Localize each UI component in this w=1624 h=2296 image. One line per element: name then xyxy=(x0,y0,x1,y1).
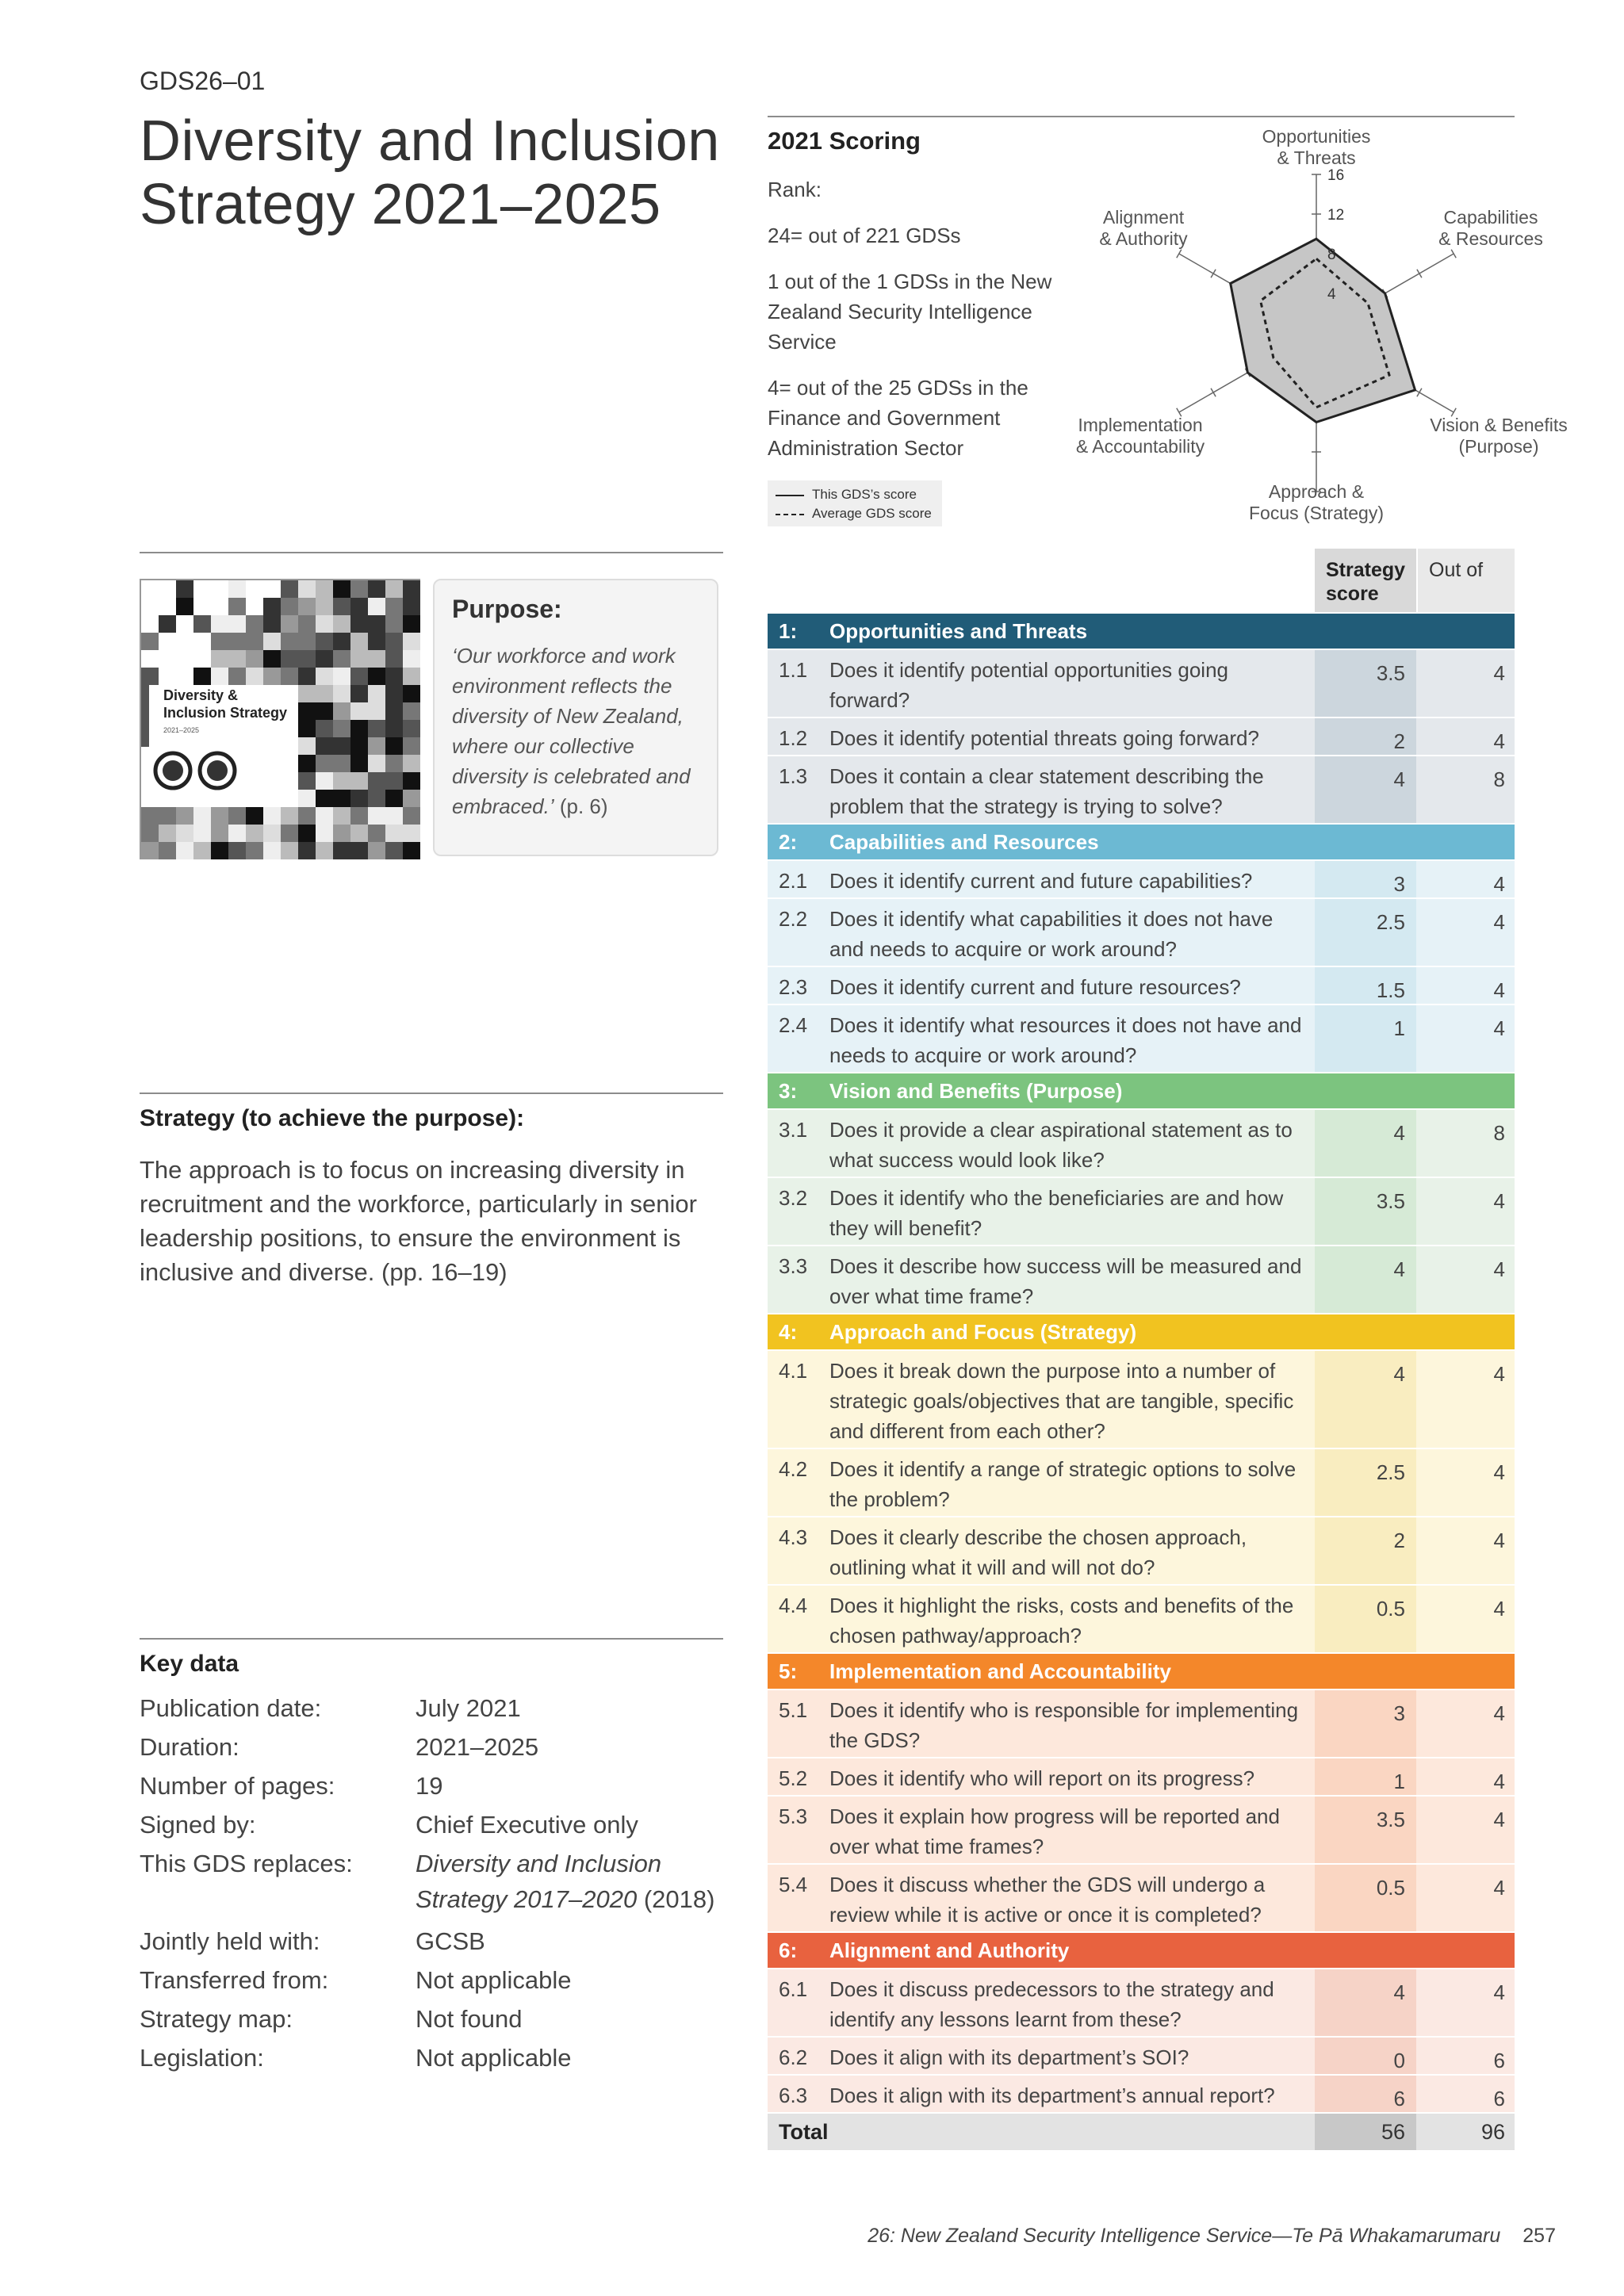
cover-years: 2021–2025 xyxy=(163,726,200,734)
section-title: Implementation and Accountability xyxy=(829,1659,1171,1683)
key-data-label: Publication date: xyxy=(140,1694,322,1722)
key-data-label: Strategy map: xyxy=(140,2005,293,2033)
seal-icon-1 xyxy=(155,753,190,788)
section-number: 2: xyxy=(779,830,798,854)
key-data-value: 2021–2025 xyxy=(416,1733,539,1761)
out-of-cell: 4 xyxy=(1493,661,1505,685)
scoring-heading: 2021 Scoring xyxy=(768,127,921,155)
radar-axis-label: & Threats xyxy=(1277,147,1356,168)
table-row xyxy=(768,1449,1515,1516)
question-text: Does it identify current and future capabilities? xyxy=(829,869,1253,893)
key-data-value: July 2021 xyxy=(416,1694,521,1722)
question-text: Does it contain a clear statement describing the problem that the strategy is trying to solve? xyxy=(829,764,1264,818)
table-row xyxy=(768,1351,1515,1448)
out-of-cell: 4 xyxy=(1493,1980,1505,2004)
table-body xyxy=(768,614,1515,2112)
question-number: 3.3 xyxy=(779,1254,808,1278)
table-row xyxy=(768,718,1515,755)
table-row xyxy=(768,967,1515,1004)
question-text: Does it discuss predecessors to the strategy and identify any lessons learnt from these? xyxy=(829,1977,1274,2031)
column-header-out-of: Out of xyxy=(1418,549,1515,612)
rank-label: Rank: xyxy=(768,178,822,201)
radar-axis-label: Focus (Strategy) xyxy=(1249,503,1384,523)
radar-axis-label: (Purpose) xyxy=(1458,436,1539,457)
purpose-divider xyxy=(140,552,723,553)
strategy-score-cell: 2 xyxy=(1315,718,1416,755)
strategy-score-cell: 3.5 xyxy=(1315,650,1416,717)
radar-tick-label: 8 xyxy=(1327,247,1336,263)
strategy-score-cell: 4 xyxy=(1315,1110,1416,1177)
strategy-score-cell: 2 xyxy=(1315,1517,1416,1584)
question-number: 4.4 xyxy=(779,1594,808,1617)
page-title xyxy=(140,109,742,236)
key-data-row xyxy=(140,1689,742,1728)
section-header xyxy=(768,825,1515,859)
section-title: Vision and Benefits (Purpose) xyxy=(829,1079,1123,1103)
rank-sector: 4= out of the 25 GDSs in the Finance and Government Administration Sector xyxy=(768,376,1028,460)
question-text: Does it identify what capabilities it does not have and needs to acquire or work around? xyxy=(829,907,1274,961)
this-gds-score-polygon xyxy=(1231,239,1415,422)
table-row xyxy=(768,1690,1515,1757)
question-text: Does it clearly describe the chosen approach, outlining what it will and will not do? xyxy=(829,1525,1247,1579)
key-data-label: Duration: xyxy=(140,1733,239,1761)
key-data-label: Transferred from: xyxy=(140,1966,329,1994)
key-data-row xyxy=(140,1728,742,1766)
out-of-cell: 4 xyxy=(1493,1257,1505,1281)
solid-line-icon xyxy=(776,495,804,496)
strategy-heading: Strategy (to achieve the purpose): xyxy=(140,1105,525,1131)
question-text: Does it identify who the beneficiaries are and how they will benefit? xyxy=(829,1186,1284,1240)
key-data-label: This GDS replaces: xyxy=(140,1850,353,1877)
out-of-cell: 4 xyxy=(1493,1701,1505,1725)
table-row xyxy=(768,650,1515,717)
table-row xyxy=(768,1110,1515,1177)
question-number: 6.3 xyxy=(779,2084,808,2107)
question-text: Does it identify what resources it does not have and needs to acquire or work around? xyxy=(829,1013,1302,1067)
out-of-cell: 6 xyxy=(1493,2049,1505,2072)
table-row xyxy=(768,1517,1515,1584)
question-text: Does it identify who is responsible for implementing the GDS? xyxy=(829,1698,1299,1752)
section-title: Opportunities and Threats xyxy=(829,619,1088,643)
key-data-row xyxy=(140,2038,742,2077)
key-data-label: Signed by: xyxy=(140,1811,256,1839)
out-of-cell: 4 xyxy=(1493,978,1505,1002)
question-text: Does it identify potential threats going forward? xyxy=(829,726,1259,750)
table-row xyxy=(768,1969,1515,2036)
section-title: Capabilities and Resources xyxy=(829,830,1099,854)
scoring-divider xyxy=(768,116,1515,117)
table-row xyxy=(768,1865,1515,1931)
strategy-cover-image xyxy=(140,579,420,859)
radar-tick-label: 16 xyxy=(1327,167,1345,184)
radar-axis-label: Vision & Benefits xyxy=(1430,415,1568,435)
strategy-score-cell: 3.5 xyxy=(1315,1797,1416,1863)
strategy-score-cell: 4 xyxy=(1315,1246,1416,1313)
question-number: 2.3 xyxy=(779,975,808,999)
table-row xyxy=(768,2038,1515,2074)
key-data-heading: Key data xyxy=(140,1651,239,1677)
section-number: 6: xyxy=(779,1938,798,1962)
strategy-score-cell: 4 xyxy=(1315,756,1416,823)
question-number: 5.1 xyxy=(779,1698,808,1722)
document-code: GDS26–01 xyxy=(140,67,266,95)
page-footer xyxy=(868,2225,1556,2248)
table-row xyxy=(768,1758,1515,1795)
out-of-cell: 4 xyxy=(1493,729,1505,753)
out-of-cell: 4 xyxy=(1493,1529,1505,1552)
key-data-list xyxy=(140,1689,742,2077)
section-number: 1: xyxy=(779,619,798,643)
radar-tick-mark xyxy=(1417,270,1422,277)
strategy-score-cell: 0.5 xyxy=(1315,1865,1416,1931)
section-title: Alignment and Authority xyxy=(829,1938,1070,1962)
total-row xyxy=(768,2114,1515,2150)
key-data-row xyxy=(140,1999,742,2038)
strategy-score-cell: 2.5 xyxy=(1315,1449,1416,1516)
table-row xyxy=(768,1586,1515,1652)
out-of-cell: 4 xyxy=(1493,1362,1505,1386)
key-data-value: GCSB xyxy=(416,1927,485,1955)
strategy-divider xyxy=(140,1093,723,1094)
footer-text: 26: New Zealand Security Intelligence Service—Te Pā Whakamarumaru xyxy=(868,2225,1501,2247)
question-number: 3.2 xyxy=(779,1186,808,1210)
radar-tick-label: 4 xyxy=(1327,286,1336,303)
question-number: 4.3 xyxy=(779,1525,808,1549)
section-number: 4: xyxy=(779,1320,798,1344)
radar-legend xyxy=(768,480,942,526)
radar-tick-mark xyxy=(1417,388,1422,396)
key-data-row xyxy=(140,1922,742,1961)
question-number: 4.1 xyxy=(779,1359,808,1383)
out-of-cell: 4 xyxy=(1493,1876,1505,1900)
out-of-cell: 4 xyxy=(1493,872,1505,896)
table-row xyxy=(768,1005,1515,1072)
section-title: Approach and Focus (Strategy) xyxy=(829,1320,1137,1344)
section-number: 3: xyxy=(779,1079,798,1103)
title-line-1: Diversity and Inclusion xyxy=(140,109,720,173)
question-number: 5.2 xyxy=(779,1766,808,1790)
strategy-text: The approach is to focus on increasing diversity in recruitment and the workforce, particularly in senior leadership positions, to ensure the environment is inclusive and diverse. (pp. 16–19) xyxy=(140,1156,697,1286)
key-data-label: Jointly held with: xyxy=(140,1927,320,1955)
strategy-score-cell: 1.5 xyxy=(1315,967,1416,1004)
question-number: 1.2 xyxy=(779,726,808,750)
legend-this-score xyxy=(776,485,917,504)
out-of-cell: 4 xyxy=(1493,1808,1505,1831)
question-text: Does it discuss whether the GDS will undergo a review while it is active or once it is completed? xyxy=(829,1873,1266,1927)
radar-axis-label: Alignment xyxy=(1102,207,1185,228)
section-header xyxy=(768,614,1515,649)
question-number: 2.2 xyxy=(779,907,808,931)
question-text: Does it highlight the risks, costs and benefits of the chosen pathway/approach? xyxy=(829,1594,1294,1647)
question-text: Does it break down the purpose into a number of strategic goals/objectives that are tangible, specific and different from each other? xyxy=(829,1359,1294,1443)
section-header xyxy=(768,1314,1515,1349)
question-text: Does it identify who will report on its progress? xyxy=(829,1766,1255,1790)
purpose-text xyxy=(452,641,714,821)
key-data-value: Not applicable xyxy=(416,2044,572,2072)
section-header xyxy=(768,1073,1515,1108)
question-number: 3.1 xyxy=(779,1118,808,1142)
key-data-label: Number of pages: xyxy=(140,1772,335,1800)
key-data-row xyxy=(140,1844,742,1922)
radar-axis-label: Approach & xyxy=(1268,481,1365,502)
purpose-quote: ‘Our workforce and work environment reflects the diversity of New Zealand, where our collective diversity is celebrated and embraced.’ xyxy=(452,644,691,818)
key-data-value xyxy=(416,1844,733,1917)
question-text: Does it provide a clear aspirational statement as to what success would look like? xyxy=(829,1118,1293,1172)
question-number: 2.1 xyxy=(779,869,808,893)
title-line-2: Strategy 2021–2025 xyxy=(140,173,661,236)
out-of-cell: 6 xyxy=(1493,2087,1505,2110)
question-number: 5.4 xyxy=(779,1873,808,1896)
strategy-score-cell: 6 xyxy=(1315,2076,1416,2112)
rank-overall: 24= out of 221 GDSs xyxy=(768,224,961,247)
radar-axis-label: Opportunities xyxy=(1262,126,1371,147)
radar-tick-label: 12 xyxy=(1327,207,1345,224)
question-number: 2.4 xyxy=(779,1013,808,1037)
purpose-heading: Purpose: xyxy=(452,595,562,623)
question-text: Does it align with its department’s SOI? xyxy=(829,2045,1189,2069)
radar-chart xyxy=(1075,119,1568,531)
strategy-score-cell: 3.5 xyxy=(1315,1178,1416,1245)
key-data-value: Not applicable xyxy=(416,1966,572,1994)
out-of-cell: 4 xyxy=(1493,1460,1505,1484)
page-number: 257 xyxy=(1522,2225,1556,2247)
radar-axis-label: & Resources xyxy=(1438,228,1543,249)
strategy-score-cell: 2.5 xyxy=(1315,899,1416,966)
table-row xyxy=(768,1178,1515,1245)
table-row xyxy=(768,756,1515,823)
radar-axis-label: Implementation xyxy=(1078,415,1203,435)
radar-axis-label: & Accountability xyxy=(1075,436,1205,457)
strategy-score-cell: 1 xyxy=(1315,1758,1416,1795)
question-number: 6.2 xyxy=(779,2045,808,2069)
key-data-label: Legislation: xyxy=(140,2044,264,2072)
total-out-of: 96 xyxy=(1418,2114,1515,2150)
cover-title xyxy=(163,687,287,721)
radar-tick-mark xyxy=(1177,250,1182,258)
out-of-cell: 4 xyxy=(1493,1770,1505,1793)
radar-tick-mark xyxy=(1451,250,1456,258)
purpose-reference: (p. 6) xyxy=(553,794,608,818)
seal-icon-2 xyxy=(200,753,235,788)
out-of-cell: 8 xyxy=(1493,1121,1505,1145)
rank-department: 1 out of the 1 GDSs in the New Zealand Security Intelligence Service xyxy=(768,270,1052,354)
out-of-cell: 4 xyxy=(1493,1189,1505,1213)
question-number: 6.1 xyxy=(779,1977,808,2001)
key-data-value: 19 xyxy=(416,1772,443,1800)
legend-average-score xyxy=(776,504,932,523)
question-text: Does it identify current and future resources? xyxy=(829,975,1241,999)
key-data-value: Chief Executive only xyxy=(416,1811,638,1839)
replaced-gds-title: Diversity and Inclusion Strategy 2017–2020 xyxy=(416,1850,662,1913)
strategy-score-cell: 1 xyxy=(1315,1005,1416,1072)
table-row xyxy=(768,2076,1515,2112)
question-text: Does it align with its department’s annual report? xyxy=(829,2084,1275,2107)
question-number: 5.3 xyxy=(779,1804,808,1828)
replaced-gds-year: (2018) xyxy=(637,1885,715,1913)
question-text: Does it identify a range of strategic options to solve the problem? xyxy=(829,1457,1297,1511)
cover-title-line-2: Inclusion Strategy xyxy=(163,705,288,721)
table-header xyxy=(768,549,1515,612)
key-data-value: Not found xyxy=(416,2005,523,2033)
question-text: Does it describe how success will be measured and over what time frame? xyxy=(829,1254,1302,1308)
table-row xyxy=(768,861,1515,897)
table-row xyxy=(768,1797,1515,1863)
strategy-score-cell: 4 xyxy=(1315,1351,1416,1448)
table-row xyxy=(768,899,1515,966)
question-number: 1.1 xyxy=(779,658,808,682)
key-data-row xyxy=(140,1805,742,1844)
radar-tick-mark xyxy=(1211,270,1216,277)
section-header xyxy=(768,1654,1515,1689)
legend-average-label: Average GDS score xyxy=(812,506,932,521)
scoring-table xyxy=(768,549,1515,2150)
out-of-cell: 8 xyxy=(1493,767,1505,791)
cover-title-line-1: Diversity & xyxy=(163,687,239,703)
legend-this-label: This GDS’s score xyxy=(812,487,917,502)
question-number: 1.3 xyxy=(779,764,808,788)
section-number: 5: xyxy=(779,1659,798,1683)
question-number: 4.2 xyxy=(779,1457,808,1481)
strategy-score-cell: 3 xyxy=(1315,861,1416,897)
out-of-cell: 4 xyxy=(1493,910,1505,934)
out-of-cell: 4 xyxy=(1493,1016,1505,1040)
radar-axis-label: & Authority xyxy=(1099,228,1188,249)
dashed-line-icon xyxy=(776,514,804,515)
out-of-cell: 4 xyxy=(1493,1597,1505,1621)
strategy-score-cell: 4 xyxy=(1315,1969,1416,2036)
section-header xyxy=(768,1933,1515,1968)
column-header-strategy-score: Strategy score xyxy=(1315,549,1416,612)
key-data-row xyxy=(140,1961,742,1999)
strategy-score-cell: 0.5 xyxy=(1315,1586,1416,1652)
total-label: Total xyxy=(779,2120,829,2144)
radar-tick-mark xyxy=(1211,388,1216,396)
total-score: 56 xyxy=(1315,2114,1416,2150)
key-data-row xyxy=(140,1766,742,1805)
question-text: Does it explain how progress will be reported and over what time frames? xyxy=(829,1804,1280,1858)
strategy-score-cell: 0 xyxy=(1315,2038,1416,2074)
table-row xyxy=(768,1246,1515,1313)
key-data-divider xyxy=(140,1638,723,1640)
radar-axis-label: Capabilities xyxy=(1443,207,1538,228)
question-text: Does it identify potential opportunities going forward? xyxy=(829,658,1228,712)
strategy-score-cell: 3 xyxy=(1315,1690,1416,1757)
